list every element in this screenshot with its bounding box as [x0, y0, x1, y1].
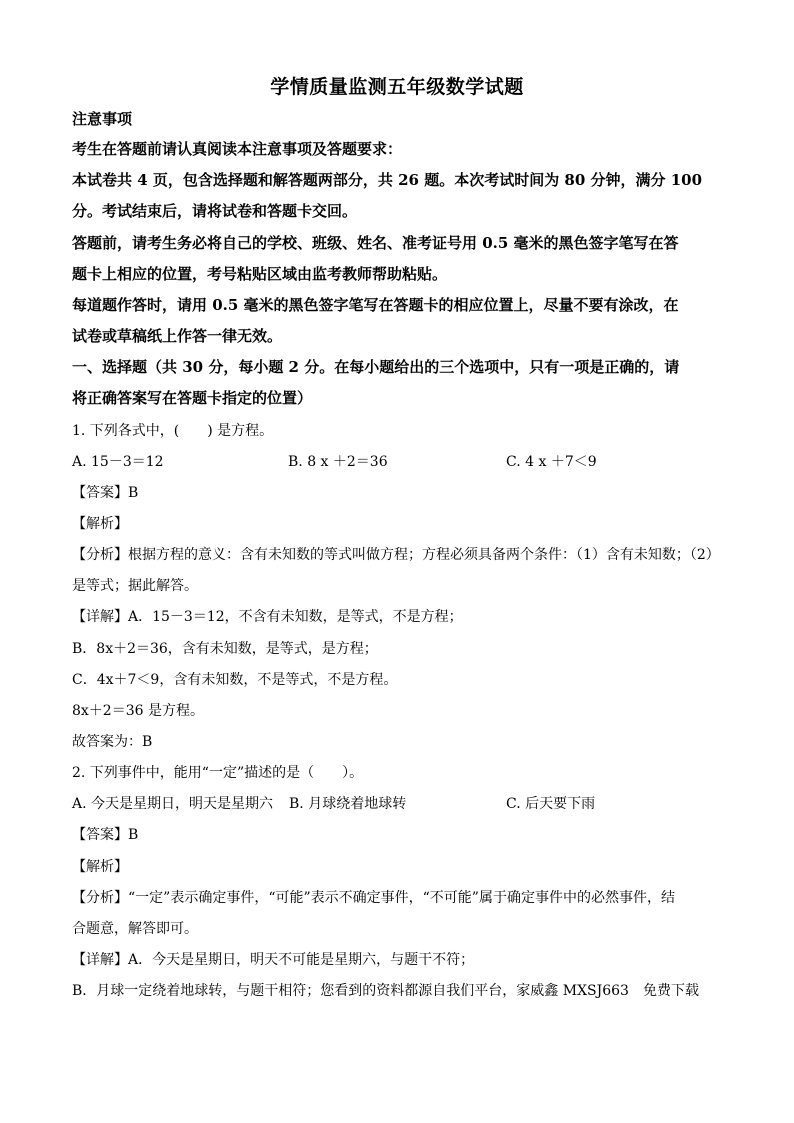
notice-line: 每道题作答时，请用 0.5 毫米的黑色签字笔写在答题卡的相应位置上，尽量不要有涂改，在: [72, 296, 679, 314]
question-2-option-c: C. 后天要下雨: [506, 796, 596, 812]
question-1-analysis-line: 【分析】根据方程的意义：含有未知数的等式叫做方程；方程必须具备两个条件：（1）含有未知数；（2）: [72, 547, 720, 563]
notice-line: 考生在答题前请认真阅读本注意事项及答题要求：: [72, 140, 403, 158]
question-1-analysis-label: 【解析】: [72, 516, 128, 532]
question-2-option-b: B. 月球绕着地球转: [289, 796, 407, 812]
notice-line: 本试卷共 4 页，包含选择题和解答题两部分，共 26 题。本次考试时间为 80 分钟，满分 100: [72, 171, 703, 189]
question-2-option-a: A. 今天是星期日，明天是星期六: [72, 796, 274, 812]
question-2-analysis-label: 【解析】: [72, 859, 128, 875]
notice-line: 分。考试结束后，请将试卷和答题卡交回。: [72, 202, 358, 220]
question-1-analysis-line: B．8x＋2＝36，含有未知数，是等式，是方程；: [72, 641, 378, 657]
question-1-analysis-line: 【详解】A．15－3＝12，不含有未知数，是等式，不是方程；: [72, 609, 463, 625]
question-1-option-c: C. 4 x ＋7＜9: [506, 454, 597, 470]
notice-line: 试卷或草稿纸上作答一律无效。: [72, 327, 283, 345]
question-1-stem: 1. 下列各式中，( ) 是方程。: [72, 423, 274, 439]
question-2-analysis-line: 【分析】“一定”表示确定事件，“可能”表示不确定事件，“不可能”属于确定事件中的必然事件，结: [72, 890, 675, 906]
question-2-answer: 【答案】B: [72, 827, 139, 843]
page-title: 学情质量监测五年级数学试题: [270, 76, 524, 98]
section-heading: 将正确答案写在答题卡指定的位置）: [72, 389, 313, 407]
question-1-analysis-line: C．4x＋7＜9，含有未知数，不是等式，不是方程。: [72, 672, 398, 688]
question-1-answer: 【答案】B: [72, 485, 139, 501]
question-2-analysis-line: 合题意，解答即可。: [72, 921, 198, 937]
question-1-option-a: A. 15－3＝12: [72, 454, 164, 470]
notice-line: 题卡上相应的位置，考号粘贴区域由监考教师帮助粘贴。: [72, 265, 448, 283]
question-2-analysis-line: 【详解】A．今天是星期日，明天不可能是星期六，与题干不符；: [72, 952, 475, 968]
section-heading: 一、选择题（共 30 分，每小题 2 分。在每小题给出的三个选项中，只有一项是正确的，请: [72, 358, 680, 376]
question-1-analysis-line: 8x＋2＝36 是方程。: [72, 703, 204, 719]
question-1-analysis-line: 是等式；据此解答。: [72, 578, 198, 594]
question-1-option-b: B. 8 x ＋2＝36: [288, 454, 388, 470]
question-1-analysis-line: 故答案为：B: [72, 734, 153, 750]
question-2-stem: 2. 下列事件中，能用“一定”描述的是（ ）。: [72, 765, 364, 781]
notice-heading: 注意事项: [72, 110, 133, 128]
notice-line: 答题前，请考生务必将自己的学校、班级、姓名、准考证号用 0.5 毫米的黑色签字笔写在答: [72, 234, 679, 252]
question-2-analysis-line: B．月球一定绕着地球转，与题干相符；您看到的资料都源自我们平台，家威鑫 MXSJ663 免费下载: [72, 983, 699, 999]
